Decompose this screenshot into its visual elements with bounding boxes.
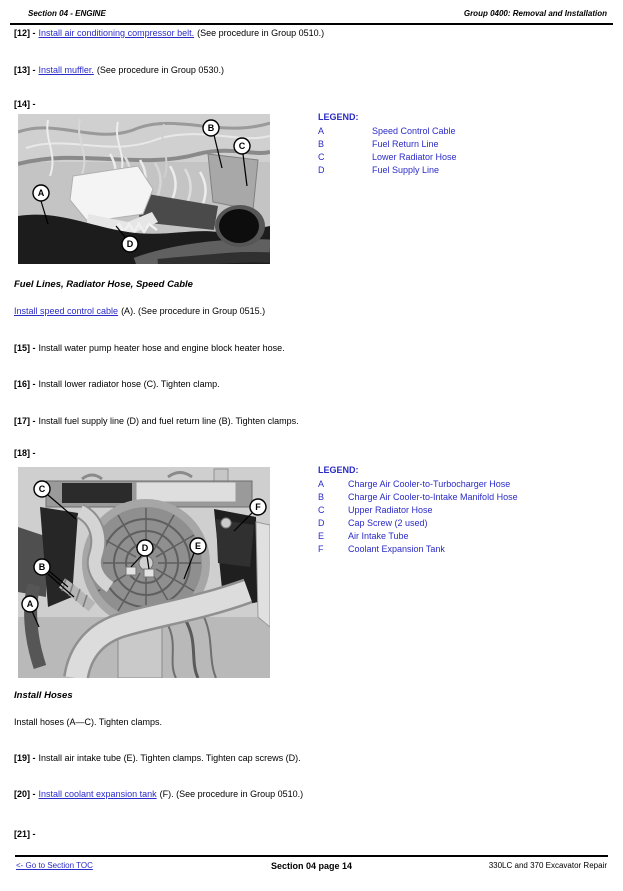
step-15 bbox=[14, 342, 607, 354]
header-group-title: Group 0400: Removal and Installation bbox=[463, 9, 607, 18]
legend-row bbox=[318, 530, 518, 543]
legend-title: LEGEND: bbox=[318, 465, 359, 475]
step-17 bbox=[14, 415, 607, 427]
step-20 bbox=[14, 788, 607, 800]
step-13-link[interactable]: Install muffler. bbox=[38, 65, 94, 75]
figure-14 bbox=[18, 114, 270, 264]
legend-key: C bbox=[318, 152, 325, 162]
figure-14-legend bbox=[318, 111, 457, 177]
legend-row bbox=[318, 491, 518, 504]
speed-control-cable-link[interactable]: Install speed control cable bbox=[14, 306, 119, 316]
step-18 bbox=[14, 447, 607, 459]
figure-18 bbox=[18, 467, 270, 678]
legend-row bbox=[318, 151, 457, 164]
legend-row bbox=[318, 138, 457, 151]
svg-text:F: F bbox=[255, 502, 261, 512]
footer-page-number: Section 04 page 14 bbox=[270, 861, 353, 871]
section-heading-fuel-lines: Fuel Lines, Radiator Hose, Speed Cable bbox=[14, 279, 193, 290]
legend-row bbox=[318, 125, 457, 138]
svg-text:A: A bbox=[26, 599, 34, 609]
figure-18-photo bbox=[18, 467, 270, 678]
step-13-text: (See procedure in Group 0530.) bbox=[96, 65, 224, 75]
legend-row bbox=[318, 543, 518, 556]
svg-text:D: D bbox=[141, 543, 149, 553]
legend-desc: Fuel Supply Line bbox=[372, 165, 440, 175]
para-install-hoses: Install hoses (A—C). Tighten clamps. bbox=[14, 717, 163, 727]
legend-row bbox=[318, 478, 518, 491]
step-20-text: (F). (See procedure in Group 0510.) bbox=[159, 789, 304, 799]
step-16-number: [16] - bbox=[14, 379, 36, 389]
step-20-link[interactable]: Install coolant expansion tank bbox=[38, 789, 157, 799]
svg-text:A: A bbox=[37, 188, 45, 198]
step-13 bbox=[14, 64, 607, 76]
section-heading-install-hoses: Install Hoses bbox=[14, 690, 73, 701]
step-14 bbox=[14, 98, 607, 110]
footer-manual-title: 330LC and 370 Excavator Repair bbox=[488, 861, 607, 870]
legend-row bbox=[318, 517, 518, 530]
para-speed-control-cable-text: (A). (See procedure in Group 0515.) bbox=[121, 306, 266, 316]
legend-desc: Cap Screw (2 used) bbox=[348, 518, 428, 528]
step-16-text: Install lower radiator hose (C). Tighten clamp. bbox=[38, 379, 220, 389]
header-section-title: Section 04 - ENGINE bbox=[28, 9, 106, 18]
step-12-number: [12] - bbox=[14, 28, 36, 38]
figure-14-photo bbox=[18, 114, 270, 264]
header-divider bbox=[10, 23, 613, 25]
legend-row bbox=[318, 164, 457, 177]
legend-row bbox=[318, 504, 518, 517]
step-12-link[interactable]: Install air conditioning compressor belt. bbox=[38, 28, 195, 38]
legend-title: LEGEND: bbox=[318, 112, 359, 122]
legend-key: A bbox=[318, 126, 325, 136]
legend-desc: Air Intake Tube bbox=[348, 531, 409, 541]
step-16 bbox=[14, 378, 607, 390]
svg-text:D: D bbox=[126, 239, 134, 249]
legend-desc: Coolant Expansion Tank bbox=[348, 544, 445, 554]
legend-desc: Upper Radiator Hose bbox=[348, 505, 433, 515]
go-to-section-toc-link[interactable]: <- Go to Section TOC bbox=[16, 861, 93, 870]
step-17-number: [17] - bbox=[14, 416, 36, 426]
legend-desc: Lower Radiator Hose bbox=[372, 152, 457, 162]
para-speed-control-cable bbox=[14, 305, 607, 317]
step-12-text: (See procedure in Group 0510.) bbox=[197, 28, 325, 38]
legend-key: B bbox=[318, 492, 325, 502]
step-15-text: Install water pump heater hose and engine block heater hose. bbox=[38, 343, 285, 353]
legend-key: E bbox=[318, 531, 325, 541]
legend-key: A bbox=[318, 479, 325, 489]
step-21 bbox=[14, 828, 607, 840]
step-14-number: [14] - bbox=[14, 99, 36, 109]
step-19 bbox=[14, 752, 607, 764]
legend-key: B bbox=[318, 139, 325, 149]
legend-key: F bbox=[318, 544, 324, 554]
svg-text:E: E bbox=[194, 541, 202, 551]
legend-key: C bbox=[318, 505, 325, 515]
step-19-text: Install air intake tube (E). Tighten clamps. Tighten cap screws (D). bbox=[38, 753, 301, 763]
svg-text:B: B bbox=[207, 123, 215, 133]
step-15-number: [15] - bbox=[14, 343, 36, 353]
svg-text:C: C bbox=[38, 484, 46, 494]
legend-key: D bbox=[318, 165, 325, 175]
step-21-number: [21] - bbox=[14, 829, 36, 839]
step-17-text: Install fuel supply line (D) and fuel return line (B). Tighten clamps. bbox=[38, 416, 299, 426]
step-13-number: [13] - bbox=[14, 65, 36, 75]
legend-desc: Charge Air Cooler-to-Turbocharger Hose bbox=[348, 479, 511, 489]
step-18-number: [18] - bbox=[14, 448, 36, 458]
svg-text:B: B bbox=[38, 562, 46, 572]
step-19-number: [19] - bbox=[14, 753, 36, 763]
legend-key: D bbox=[318, 518, 325, 528]
legend-desc: Speed Control Cable bbox=[372, 126, 456, 136]
step-20-number: [20] - bbox=[14, 789, 36, 799]
figure-18-legend bbox=[318, 464, 518, 556]
page-footer bbox=[15, 861, 608, 875]
svg-text:C: C bbox=[238, 141, 246, 151]
page-header bbox=[14, 9, 607, 18]
step-12 bbox=[14, 27, 607, 39]
footer-divider bbox=[15, 855, 608, 857]
legend-desc: Fuel Return Line bbox=[372, 139, 439, 149]
legend-desc: Charge Air Cooler-to-Intake Manifold Hose bbox=[348, 492, 518, 502]
